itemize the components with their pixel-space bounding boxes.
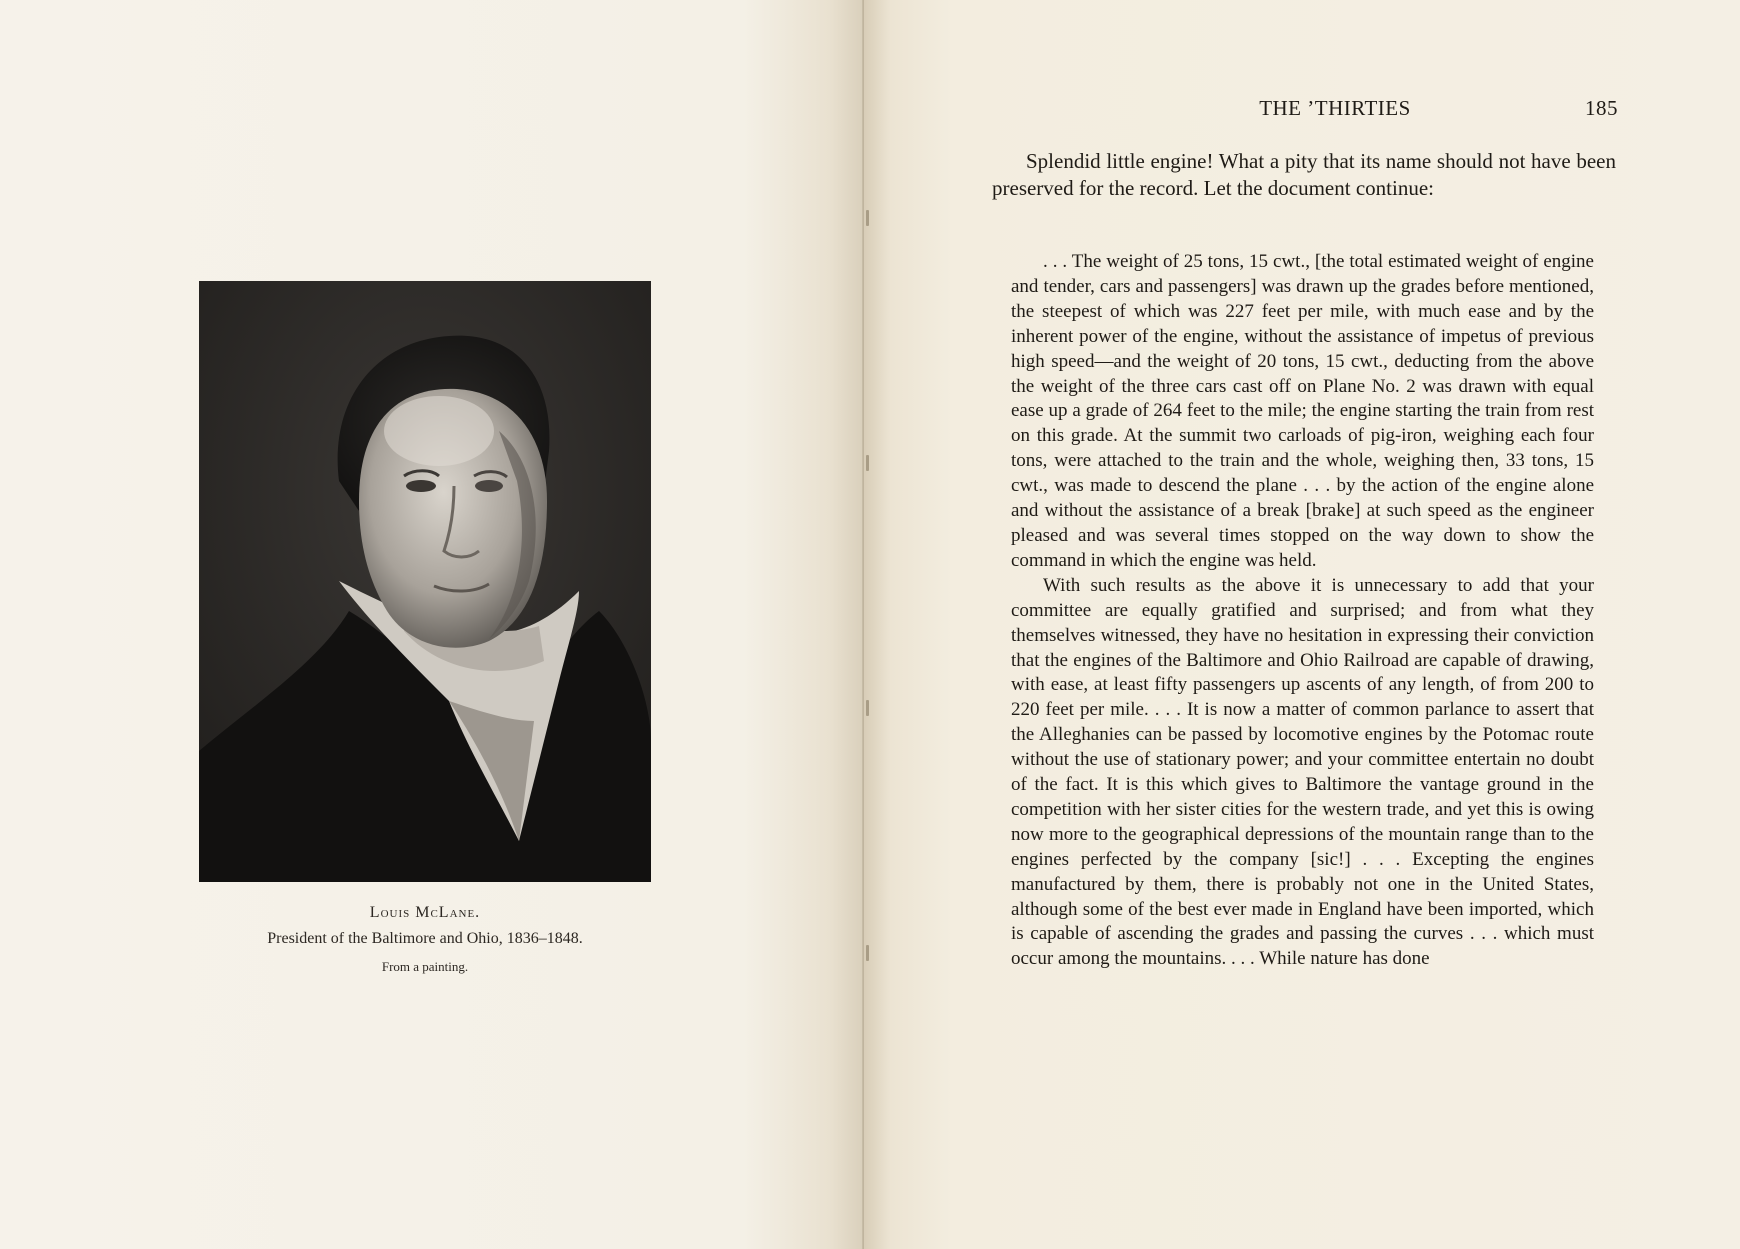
left-page bbox=[0, 0, 864, 1249]
portrait-engraving-icon bbox=[199, 281, 651, 882]
intro-paragraph bbox=[992, 148, 1616, 202]
portrait-photo bbox=[199, 281, 651, 882]
binding-stitch bbox=[866, 210, 869, 226]
caption-source: From a painting. bbox=[381, 959, 469, 974]
caption-title: President of the Baltimore and Ohio, 1836–1848. bbox=[267, 930, 583, 947]
quote-paragraph-1: . . . The weight of 25 tons, 15 cwt., [the total estimated weight of engine and tender, cars and passengers] was drawn up the grades before mentioned, the steepest of which was 227 feet per mile, with much ease and by the inherent power of the engine, without the assistance of impetus of previous high speed—and the weight of 20 tons, 15 cwt., deducting from the above the weight of the three cars cast off on Plane No. 2 was drawn with equal ease up a grade of 264 feet to the mile; the engine starting the train from rest on this grade. At the summit two carloads of pig-iron, weighing each four tons, were attached to the train and the whole, weighing then, 33 tons, 15 cwt., was made to descend the plane . . . by the action of the engine alone and without the assistance of a break [brake] at such speed as the engineer pleased and was several times stopped on the way down to show the command in which the engine was held. bbox=[1011, 251, 1594, 571]
running-title: THE ’THIRTIES bbox=[1259, 96, 1411, 120]
block-quote bbox=[1011, 250, 1594, 972]
binding-stitch bbox=[866, 700, 869, 716]
binding-stitch bbox=[866, 945, 869, 961]
intro-text: Splendid little engine! What a pity that its name should not have been preserved for the record. Let the document continue: bbox=[992, 149, 1616, 200]
page-number: 185 bbox=[1585, 96, 1618, 120]
quote-paragraph-2: With such results as the above it is unnecessary to add that your committee are equally gratified and surprised; and from what they themselves witnessed, they have no hesitation in expressing their conviction that the engines of the Baltimore and Ohio Railroad are capable of drawing, with ease, at least fifty passengers up ascents of any length, of from 200 to 220 feet per mile. . . . It is now a matter of common parlance to assert that the Alleghanies can be passed by locomotive engines by the Potomac route without the use of stationary power; and your committee entertain no doubt of the fact. It is this which gives to Baltimore the vantage ground in the competition with her sister cities for the western trade, and yet this is owing now more to the geographical depressions of the mountain range than to the engines perfected by the company [sic!] . . . Excepting the engines manufactured by them, there is probably not one in the United States, although some of the best ever made in England have been imported, which is capable of ascending the grades and passing the curves . . . which must occur among the mountains. . . . While nature has done bbox=[1011, 574, 1594, 970]
binding-stitch bbox=[866, 455, 869, 471]
portrait-caption bbox=[180, 900, 670, 980]
running-head bbox=[992, 96, 1618, 126]
caption-name: Louis McLane. bbox=[369, 904, 481, 921]
